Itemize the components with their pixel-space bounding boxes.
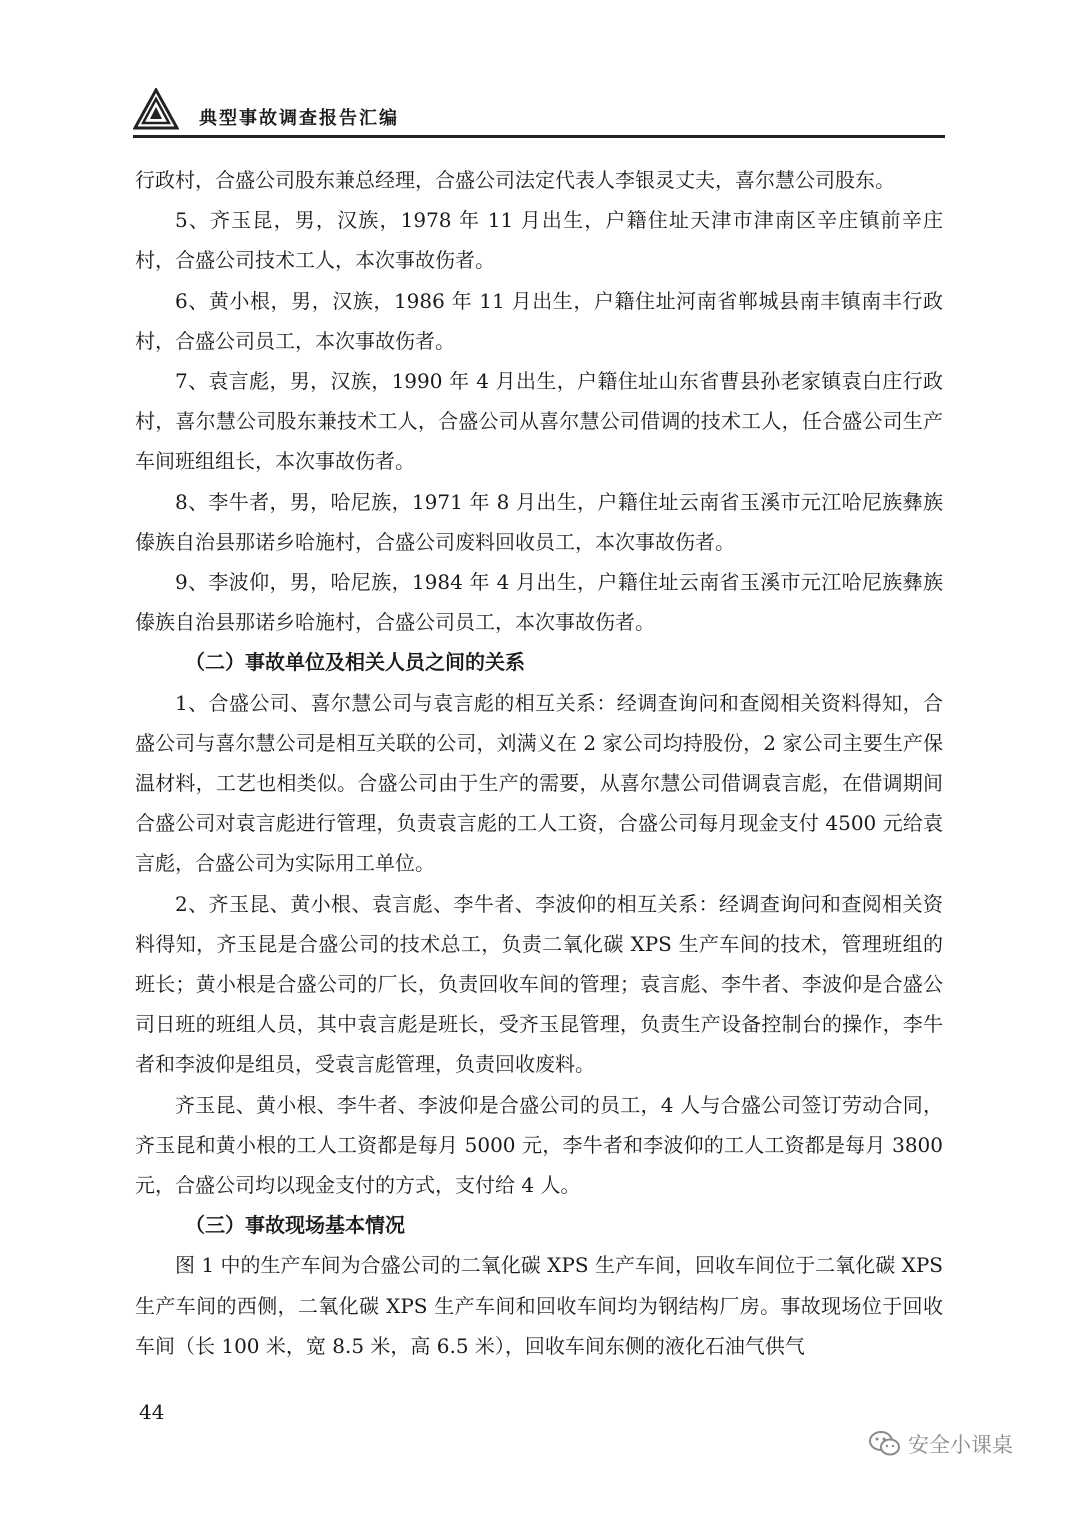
- paragraph: 6、黄小根，男，汉族，1986 年 11 月出生，户籍住址河南省郸城县南丰镇南丰行政村，合盛公司员工，本次事故伤者。: [135, 288, 943, 353]
- paragraph: 行政村，合盛公司股东兼总经理，合盛公司法定代表人李银灵丈夫，喜尔慧公司股东。: [135, 168, 895, 192]
- paragraph: 5、齐玉昆，男，汉族，1978 年 11 月出生，户籍住址天津市津南区辛庄镇前辛庄村，合盛公司技术工人，本次事故伤者。: [135, 208, 943, 273]
- header-title: 典型事故调查报告汇编: [199, 108, 399, 129]
- paragraph: 图 1 中的生产车间为合盛公司的二氧化碳 XPS 生产车间，回收车间位于二氧化碳 XPS 生产车间的西侧，二氧化碳 XPS 生产车间和回收车间均为钢结构厂房。事故现场位于回收车间（长 100 米，宽 8.5 米，高 6.5 米），回收车间东侧的液化石油气供气: [135, 1253, 943, 1358]
- paragraph: 9、李波仰，男，哈尼族，1984 年 4 月出生，户籍住址云南省玉溪市元江哈尼族彝族傣族自治县那诺乡哈施村，合盛公司员工，本次事故伤者。: [135, 570, 943, 635]
- wechat-icon: [868, 1429, 902, 1459]
- page-number: 44: [139, 1400, 165, 1424]
- triangle-emblem-icon: [133, 88, 179, 130]
- section-heading: （二）事故单位及相关人员之间的关系: [185, 650, 525, 675]
- header-divider: [133, 135, 945, 138]
- watermark: [868, 1424, 1013, 1464]
- paragraph: 2、齐玉昆、黄小根、袁言彪、李牛者、李波仰的相互关系：经调查询问和查阅相关资料得知，齐玉昆是合盛公司的技术总工，负责二氧化碳 XPS 生产车间的技术，管理班组的班长；黄小根是合盛公司的厂长，负责回收车间的管理；袁言彪、李牛者、李波仰是合盛公司日班的班组人员，其中袁言彪是班长，受齐玉昆管理，负责生产设备控制台的操作，李牛者和李波仰是组员，受袁言彪管理，负责回收废料。: [135, 891, 943, 1077]
- document-body: [135, 160, 943, 1366]
- paragraph: 1、合盛公司、喜尔慧公司与袁言彪的相互关系：经调查询问和查阅相关资料得知，合盛公司与喜尔慧公司是相互关联的公司，刘满义在 2 家公司均持股份，2 家公司主要生产保温材料，工艺也相类似。合盛公司由于生产的需要，从喜尔慧公司借调袁言彪，在借调期间合盛公司对袁言彪进行管理，负责袁言彪的工人工资，合盛公司每月现金支付 4500 元给袁言彪，合盛公司为实际用工单位。: [135, 690, 943, 876]
- paragraph: 齐玉昆、黄小根、李牛者、李波仰是合盛公司的员工，4 人与合盛公司签订劳动合同，齐玉昆和黄小根的工人工资都是每月 5000 元，李牛者和李波仰的工人工资都是每月 3800 元，合盛公司均以现金支付的方式，支付给 4 人。: [135, 1092, 943, 1198]
- watermark-text: 安全小课桌: [908, 1433, 1013, 1457]
- paragraph: 8、李牛者，男，哈尼族，1971 年 8 月出生，户籍住址云南省玉溪市元江哈尼族彝族傣族自治县那诺乡哈施村，合盛公司废料回收员工，本次事故伤者。: [135, 489, 943, 554]
- section-heading: （三）事故现场基本情况: [185, 1213, 405, 1238]
- paragraph: 7、袁言彪，男，汉族，1990 年 4 月出生，户籍住址山东省曹县孙老家镇袁白庄行政村，喜尔慧公司股东兼技术工人，合盛公司从喜尔慧公司借调的技术工人，任合盛公司生产车间班组组长，本次事故伤者。: [135, 369, 943, 474]
- page-header: [133, 88, 945, 136]
